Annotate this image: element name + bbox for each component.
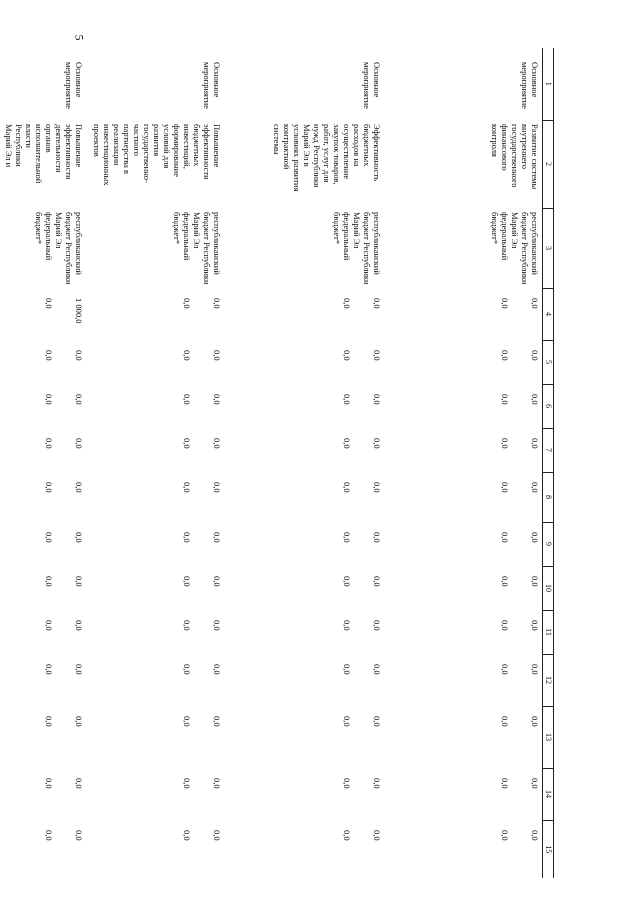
value-cell <box>224 768 384 820</box>
federal-budget-value: 0,0 <box>44 576 54 587</box>
federal-budget-value: 0,0 <box>342 716 352 727</box>
column-number-2: 2 <box>543 120 554 208</box>
measure-name-cell-line: условиях развития <box>292 124 302 192</box>
federal-budget-value: 0,0 <box>342 664 352 675</box>
value-cell <box>384 288 543 340</box>
measure-name-cell-line: проектов <box>92 124 102 157</box>
funding-source-cell-line: республиканский <box>530 212 540 275</box>
value-cell <box>0 428 86 472</box>
federal-budget-value: 0,0 <box>342 482 352 493</box>
measure-name-cell <box>224 120 384 208</box>
funding-source-cell-line: бюджет* <box>34 212 44 245</box>
rotated-table-container <box>0 48 554 878</box>
measure-type-cell-line: мероприятие <box>362 62 372 109</box>
funding-source-cell-line: бюджет* <box>172 212 182 245</box>
column-number-12: 12 <box>543 654 554 706</box>
value-cell <box>86 428 224 472</box>
measure-name-cell-line: реализации <box>112 124 122 166</box>
federal-budget-value: 0,0 <box>500 664 510 675</box>
federal-budget-value: 0,0 <box>182 394 192 405</box>
value-cell <box>384 340 543 384</box>
measure-name-cell-line: осуществление <box>342 124 352 180</box>
federal-budget-value: 0,0 <box>500 620 510 631</box>
regional-budget-value: 0,0 <box>74 482 84 493</box>
value-cell <box>0 768 86 820</box>
value-cell <box>224 610 384 654</box>
value-cell <box>384 472 543 522</box>
value-cell <box>224 428 384 472</box>
measure-name-cell-line: Эффективность <box>372 124 382 182</box>
value-cell <box>384 428 543 472</box>
value-cell <box>86 288 224 340</box>
funding-source-cell-line: бюджет* <box>332 212 342 245</box>
value-cell <box>384 384 543 428</box>
column-number-5: 5 <box>543 340 554 384</box>
regional-budget-value: 0,0 <box>530 350 540 361</box>
measure-type-cell <box>86 48 224 120</box>
federal-budget-value: 0,0 <box>44 778 54 789</box>
regional-budget-value: 0,0 <box>530 438 540 449</box>
federal-budget-value: 0,0 <box>500 482 510 493</box>
column-number-1: 1 <box>543 48 554 120</box>
federal-budget-value: 0,0 <box>182 664 192 675</box>
federal-budget-value: 0,0 <box>500 350 510 361</box>
column-number-11: 11 <box>543 610 554 654</box>
measure-type-cell-line: Основное <box>530 62 540 98</box>
value-cell <box>384 706 543 768</box>
federal-budget-value: 0,0 <box>500 438 510 449</box>
table-row <box>224 48 384 878</box>
regional-budget-value: 0,0 <box>74 716 84 727</box>
regional-budget-value: 0,0 <box>530 620 540 631</box>
value-cell <box>86 384 224 428</box>
federal-budget-value: 0,0 <box>44 394 54 405</box>
value-cell <box>224 566 384 610</box>
funding-source-cell-line: республиканский <box>212 212 222 275</box>
regional-budget-value: 0,0 <box>74 778 84 789</box>
funding-source-cell-line: Марий Эл <box>54 212 64 249</box>
measure-name-cell-line: Развитие системы <box>530 124 540 190</box>
measure-name-cell-line: частного <box>132 124 142 156</box>
regional-budget-value: 0,0 <box>74 532 84 543</box>
regional-budget-value: 0,0 <box>530 716 540 727</box>
value-cell <box>86 522 224 566</box>
regional-budget-value: 0,0 <box>372 532 382 543</box>
value-cell <box>0 288 86 340</box>
regional-budget-value: 0,0 <box>530 664 540 675</box>
federal-budget-value: 0,0 <box>342 576 352 587</box>
value-cell <box>384 522 543 566</box>
regional-budget-value: 0,0 <box>212 298 222 309</box>
federal-budget-value: 0,0 <box>342 394 352 405</box>
value-cell <box>0 522 86 566</box>
measure-name-cell-line: эффективности <box>202 124 212 180</box>
regional-budget-value: 0,0 <box>372 576 382 587</box>
column-number-6: 6 <box>543 384 554 428</box>
measure-name-cell-line: расходов на <box>352 124 362 167</box>
federal-budget-value: 0,0 <box>44 482 54 493</box>
value-cell <box>0 820 86 878</box>
measure-name-cell-line: Марий Эл в <box>302 124 312 167</box>
measure-name-cell-line: деятельности <box>54 124 64 173</box>
value-cell <box>0 654 86 706</box>
regional-budget-value: 0,0 <box>212 576 222 587</box>
federal-budget-value: 0,0 <box>182 438 192 449</box>
measure-name-cell-line: партнерства в <box>122 124 132 175</box>
measure-name-cell-line: Республики <box>14 124 24 167</box>
value-cell <box>86 566 224 610</box>
regional-budget-value: 0,0 <box>74 438 84 449</box>
measure-name-cell-line: закупок товаров, <box>332 124 342 185</box>
regional-budget-value: 0,0 <box>212 394 222 405</box>
regional-budget-value: 0,0 <box>530 394 540 405</box>
regional-budget-value: 0,0 <box>372 394 382 405</box>
federal-budget-value: 0,0 <box>182 620 192 631</box>
value-cell <box>86 654 224 706</box>
regional-budget-value: 0,0 <box>530 576 540 587</box>
federal-budget-value: 0,0 <box>342 778 352 789</box>
federal-budget-value: 0,0 <box>182 482 192 493</box>
value-cell <box>224 654 384 706</box>
funding-source-cell-line: бюджет Республики <box>202 212 212 285</box>
measure-name-cell-line: формирование <box>172 124 182 177</box>
table-body <box>0 48 543 878</box>
measure-type-cell-line: Основное <box>372 62 382 98</box>
value-cell <box>86 340 224 384</box>
value-cell <box>86 768 224 820</box>
regional-budget-value: 0,0 <box>530 298 540 309</box>
regional-budget-value: 0,0 <box>74 394 84 405</box>
federal-budget-value: 0,0 <box>44 664 54 675</box>
regional-budget-value: 1 000,0 <box>74 298 84 324</box>
federal-budget-value: 0,0 <box>500 394 510 405</box>
regional-budget-value: 0,0 <box>212 664 222 675</box>
funding-source-cell-line: федеральный <box>44 212 54 261</box>
regional-budget-value: 0,0 <box>372 716 382 727</box>
column-number-14: 14 <box>543 768 554 820</box>
measure-name-cell-line: эффективности <box>64 124 74 180</box>
value-cell <box>0 706 86 768</box>
regional-budget-value: 0,0 <box>530 482 540 493</box>
value-cell <box>384 654 543 706</box>
column-number-row <box>543 48 554 878</box>
regional-budget-value: 0,0 <box>372 438 382 449</box>
value-cell <box>86 820 224 878</box>
measure-name-cell-line: работ, услуг для <box>322 124 332 183</box>
funding-source-cell <box>224 208 384 288</box>
table-row <box>0 48 86 878</box>
federal-budget-value: 0,0 <box>342 620 352 631</box>
federal-budget-value: 0,0 <box>342 298 352 309</box>
column-number-4: 4 <box>543 288 554 340</box>
funding-source-cell <box>0 208 86 288</box>
value-cell <box>384 610 543 654</box>
measure-name-cell-line: органов <box>44 124 54 153</box>
table-row <box>384 48 543 878</box>
value-cell <box>224 820 384 878</box>
funding-source-cell-line: федеральный <box>500 212 510 261</box>
federal-budget-value: 0,0 <box>44 716 54 727</box>
measure-name-cell-line: условий для <box>162 124 172 169</box>
measure-name-cell-line: власти <box>24 124 34 148</box>
value-cell <box>224 706 384 768</box>
value-cell <box>0 472 86 522</box>
value-cell <box>0 610 86 654</box>
regional-budget-value: 0,0 <box>212 830 222 841</box>
column-number-15: 15 <box>543 820 554 878</box>
federal-budget-value: 0,0 <box>182 830 192 841</box>
regional-budget-value: 0,0 <box>530 532 540 543</box>
value-cell <box>384 768 543 820</box>
funding-source-cell-line: Марий Эл <box>352 212 362 249</box>
measure-type-cell-line: Основное <box>212 62 222 98</box>
federal-budget-value: 0,0 <box>44 298 54 309</box>
value-cell <box>0 340 86 384</box>
funding-source-cell <box>86 208 224 288</box>
table-row <box>86 48 224 878</box>
funding-source-cell-line: федеральный <box>182 212 192 261</box>
regional-budget-value: 0,0 <box>372 620 382 631</box>
funding-source-cell-line: федеральный <box>342 212 352 261</box>
regional-budget-value: 0,0 <box>212 532 222 543</box>
measure-name-cell-line: контроля <box>490 124 500 157</box>
measure-name-cell-line: бюджетных <box>362 124 372 167</box>
column-number-8: 8 <box>543 472 554 522</box>
measure-name-cell <box>0 120 86 208</box>
value-cell <box>224 288 384 340</box>
measure-name-cell-line: исполнительной <box>34 124 44 184</box>
federal-budget-value: 0,0 <box>182 576 192 587</box>
measure-name-cell-line: инвестиций, <box>182 124 192 169</box>
regional-budget-value: 0,0 <box>74 830 84 841</box>
federal-budget-value: 0,0 <box>342 438 352 449</box>
value-cell <box>224 472 384 522</box>
financing-table <box>0 48 554 878</box>
measure-name-cell <box>384 120 543 208</box>
measure-type-cell-line: мероприятие <box>64 62 74 109</box>
funding-source-cell <box>384 208 543 288</box>
value-cell <box>0 566 86 610</box>
measure-type-cell-line: Основное <box>74 62 84 98</box>
federal-budget-value: 0,0 <box>500 778 510 789</box>
regional-budget-value: 0,0 <box>372 350 382 361</box>
funding-source-cell-line: республиканский <box>74 212 84 275</box>
federal-budget-value: 0,0 <box>500 532 510 543</box>
regional-budget-value: 0,0 <box>74 620 84 631</box>
funding-source-cell-line: бюджет Республики <box>520 212 530 285</box>
regional-budget-value: 0,0 <box>212 716 222 727</box>
regional-budget-value: 0,0 <box>372 298 382 309</box>
regional-budget-value: 0,0 <box>74 576 84 587</box>
regional-budget-value: 0,0 <box>530 830 540 841</box>
regional-budget-value: 0,0 <box>372 778 382 789</box>
regional-budget-value: 0,0 <box>212 482 222 493</box>
federal-budget-value: 0,0 <box>44 532 54 543</box>
column-number-9: 9 <box>543 522 554 566</box>
column-number-7: 7 <box>543 428 554 472</box>
federal-budget-value: 0,0 <box>182 532 192 543</box>
value-cell <box>224 340 384 384</box>
federal-budget-value: 0,0 <box>500 576 510 587</box>
federal-budget-value: 0,0 <box>44 350 54 361</box>
regional-budget-value: 0,0 <box>212 438 222 449</box>
measure-type-cell <box>224 48 384 120</box>
value-cell <box>224 522 384 566</box>
measure-name-cell <box>86 120 224 208</box>
measure-name-cell-line: развития <box>152 124 162 157</box>
regional-budget-value: 0,0 <box>212 778 222 789</box>
measure-name-cell-line: системы <box>272 124 282 155</box>
measure-type-cell <box>384 48 543 120</box>
funding-source-cell-line: Марий Эл <box>192 212 202 249</box>
federal-budget-value: 0,0 <box>44 830 54 841</box>
measure-name-cell-line: бюджетных <box>192 124 202 167</box>
measure-type-cell-line: мероприятие <box>202 62 212 109</box>
regional-budget-value: 0,0 <box>212 620 222 631</box>
federal-budget-value: 0,0 <box>342 350 352 361</box>
page-number: 5 <box>72 34 87 41</box>
measure-name-cell-line: государственно- <box>142 124 152 183</box>
federal-budget-value: 0,0 <box>500 716 510 727</box>
value-cell <box>384 566 543 610</box>
federal-budget-value: 0,0 <box>182 778 192 789</box>
measure-name-cell-line: контрактной <box>282 124 292 170</box>
column-number-10: 10 <box>543 566 554 610</box>
federal-budget-value: 0,0 <box>44 620 54 631</box>
measure-type-cell <box>0 48 86 120</box>
regional-budget-value: 0,0 <box>74 664 84 675</box>
regional-budget-value: 0,0 <box>74 350 84 361</box>
funding-source-cell-line: бюджет Республики <box>362 212 372 285</box>
funding-source-cell-line: бюджет Республики <box>64 212 74 285</box>
regional-budget-value: 0,0 <box>372 830 382 841</box>
regional-budget-value: 0,0 <box>372 482 382 493</box>
federal-budget-value: 0,0 <box>182 350 192 361</box>
value-cell <box>86 472 224 522</box>
measure-name-cell-line: Марий Эл и <box>4 124 14 168</box>
regional-budget-value: 0,0 <box>212 350 222 361</box>
measure-name-cell-line: Повышение <box>212 124 222 168</box>
value-cell <box>86 610 224 654</box>
value-cell <box>384 820 543 878</box>
funding-source-cell-line: бюджет* <box>490 212 500 245</box>
measure-name-cell-line: внутреннего <box>520 124 530 170</box>
measure-name-cell-line: нужд Республики <box>312 124 322 188</box>
measure-name-cell-line: государственного <box>510 124 520 188</box>
measure-name-cell-line: инвестиционных <box>102 124 112 186</box>
value-cell <box>0 384 86 428</box>
federal-budget-value: 0,0 <box>182 716 192 727</box>
value-cell <box>86 706 224 768</box>
column-number-13: 13 <box>543 706 554 768</box>
federal-budget-value: 0,0 <box>342 830 352 841</box>
value-cell <box>224 384 384 428</box>
federal-budget-value: 0,0 <box>500 298 510 309</box>
measure-name-cell-line: финансового <box>500 124 510 171</box>
federal-budget-value: 0,0 <box>44 438 54 449</box>
column-number-3: 3 <box>543 208 554 288</box>
federal-budget-value: 0,0 <box>500 830 510 841</box>
funding-source-cell-line: Марий Эл <box>510 212 520 249</box>
measure-name-cell-line: Повышение <box>74 124 84 168</box>
federal-budget-value: 0,0 <box>182 298 192 309</box>
federal-budget-value: 0,0 <box>342 532 352 543</box>
regional-budget-value: 0,0 <box>530 778 540 789</box>
funding-source-cell-line: республиканский <box>372 212 382 275</box>
measure-type-cell-line: мероприятие <box>520 62 530 109</box>
regional-budget-value: 0,0 <box>372 664 382 675</box>
